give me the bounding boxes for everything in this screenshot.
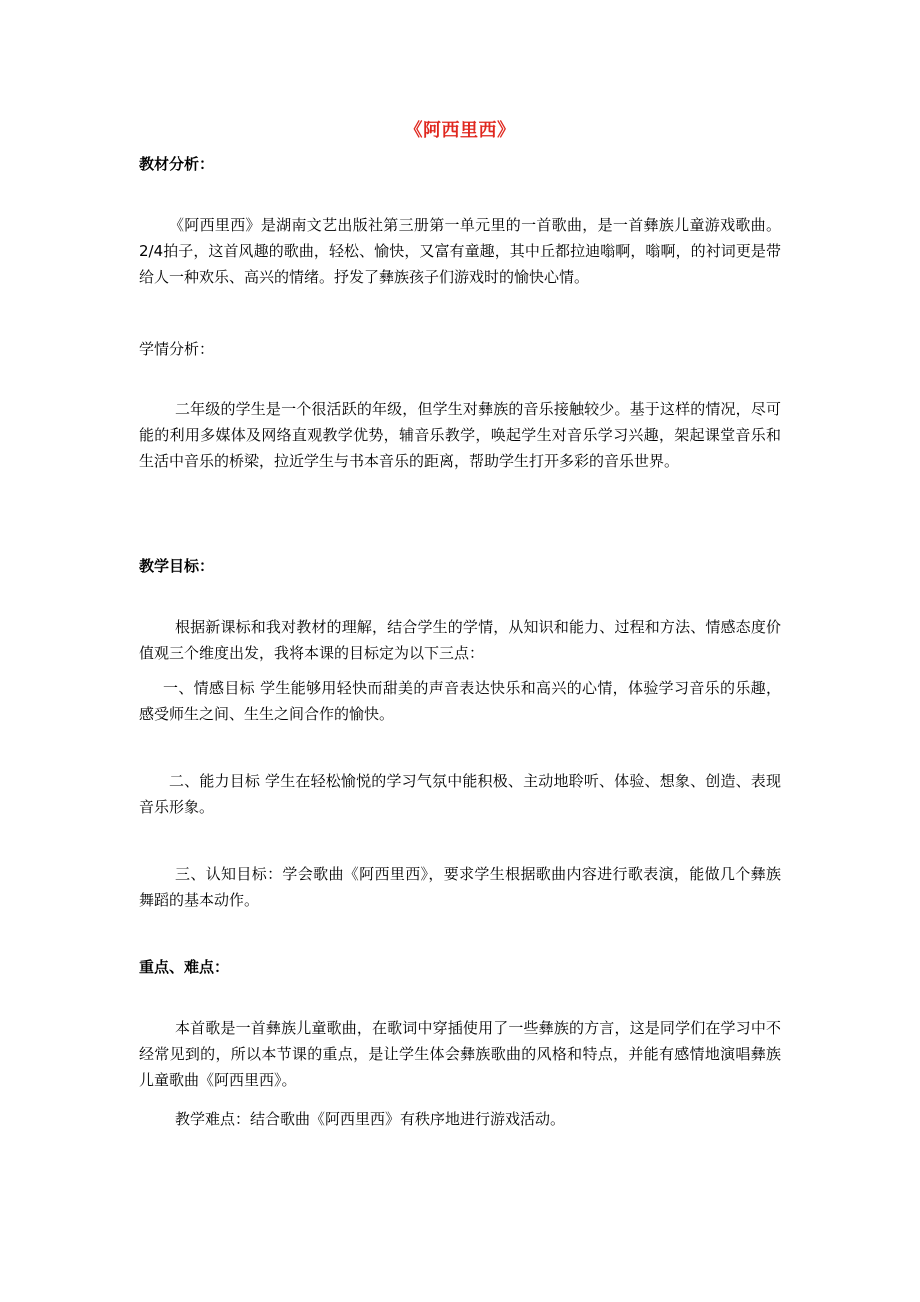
paragraph-goal-cognition: 三、认知目标：学会歌曲《阿西里西》，要求学生根据歌曲内容进行歌表演，能做几个彝族舞蹈的基本动作。 (139, 865, 781, 909)
paragraph-goal-ability: 二、能力目标 学生在轻松愉悦的学习气氛中能积极、主动地聆听、体验、想象、创造、表现音乐形象。 (139, 772, 781, 816)
paragraph-student-analysis: 二年级的学生是一个很活跃的年级，但学生对彝族的音乐接触较少。基于这样的情况，尽可能的利用多媒体及网络直观教学优势，辅音乐教学，唤起学生对音乐学习兴趣，架起课堂音乐和生活中音乐的桥梁，拉近学生与书本音乐的距离，帮助学生打开多彩的音乐世界。 (139, 400, 781, 470)
paragraph-teaching-goals-intro: 根据新课标和我对教材的理解，结合学生的学情，从知识和能力、过程和方法、情感态度价值观三个维度出发，我将本课的目标定为以下三点： (139, 618, 781, 662)
heading-student-analysis: 学情分析： (139, 340, 215, 358)
document-title: 《阿西里西》 (404, 120, 516, 141)
paragraph-key-points: 本首歌是一首彝族儿童歌曲，在歌词中穿插使用了一些彝族的方言，这是同学们在学习中不经常见到的，所以本节课的重点，是让学生体会彝族歌曲的风格和特点，并能有感情地演唱彝族儿童歌曲《阿西里西》。 (139, 1019, 781, 1089)
heading-key-points: 重点、难点： (139, 958, 230, 976)
paragraph-goal-emotion: 一、情感目标 学生能够用轻快而甜美的声音表达快乐和高兴的心情，体验学习音乐的乐趣，感受师生之间、生生之间合作的愉快。 (139, 679, 781, 723)
heading-material-analysis: 教材分析： (139, 155, 215, 173)
paragraph-material-analysis: 《阿西里西》是湖南文艺出版社第三册第一单元里的一首歌曲，是一首彝族儿童游戏歌曲。2/4拍子，这首风趣的歌曲，轻松、愉快，又富有童趣，其中丘都拉迪嗡啊，嗡啊，的衬词更是带给人一种欢乐、高兴的情绪。抒发了彝族孩子们游戏时的愉快心情。 (139, 216, 781, 286)
heading-teaching-goals: 教学目标： (139, 557, 215, 575)
paragraph-difficulty: 教学难点：结合歌曲《阿西里西》有秩序地进行游戏活动。 (175, 1110, 566, 1128)
